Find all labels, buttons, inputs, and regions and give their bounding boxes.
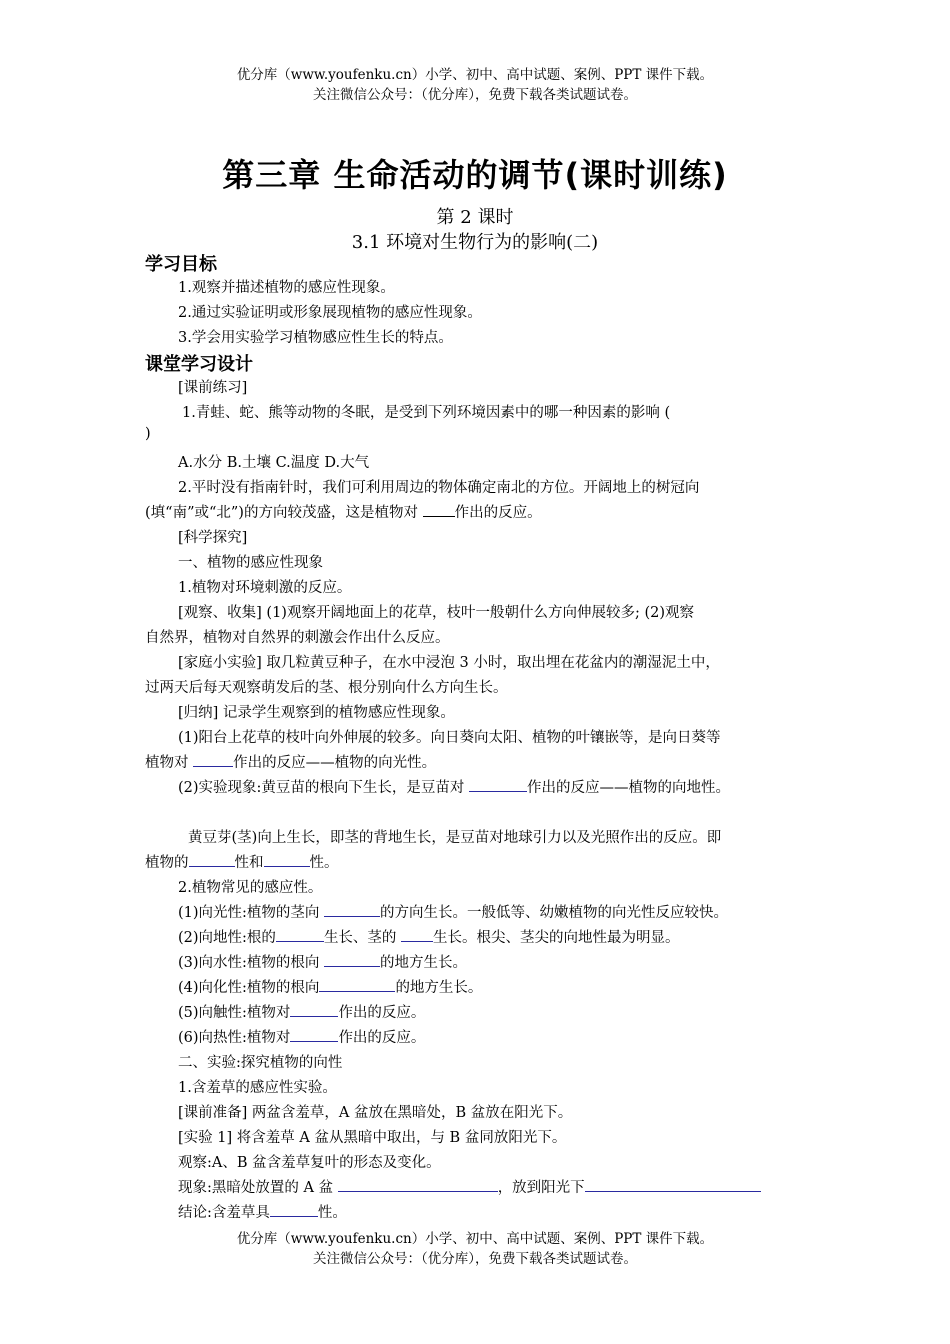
summary-label: [归纳] 记录学生观察到的植物感应性现象。 xyxy=(178,705,455,721)
pre-practice-label: [课前练习] xyxy=(178,380,248,396)
part-1-heading: 一、植物的感应性现象 xyxy=(178,555,323,571)
tropism-1: (1)向光性:植物的茎向 的方向生长。一般低等、幼嫩植物的向光性反应较快。 xyxy=(178,901,728,922)
answer-blank[interactable] xyxy=(276,927,324,942)
answer-blank[interactable] xyxy=(469,777,527,792)
answer-blank[interactable] xyxy=(189,852,235,867)
question-1: 1.青蛙、蛇、熊等动物的冬眠，是受到下列环境因素中的哪一种因素的影响 ( xyxy=(182,405,671,421)
answer-blank[interactable] xyxy=(319,977,395,992)
topic-title: 3.1 环境对生物行为的影响(二) xyxy=(351,232,599,253)
phenomenon-text: 现象:黑暗处放置的 A 盆 ，放到阳光下 xyxy=(178,1176,761,1197)
answer-blank[interactable] xyxy=(338,1177,498,1192)
chapter-title: 第三章 生命活动的调节(课时训练) xyxy=(222,156,728,194)
answer-blank[interactable] xyxy=(324,902,380,917)
tropism-6: (6)向热性:植物对 作出的反应。 xyxy=(178,1026,425,1047)
tropism-2: (2)向地性:根的 生长、茎的 生长。根尖、茎尖的向地性最为明显。 xyxy=(178,926,680,947)
home-experiment-line-1: [家庭小实验] 取几粒黄豆种子，在水中浸泡 3 小时，取出埋在花盆内的潮湿泥土中， xyxy=(178,655,720,671)
answer-blank[interactable] xyxy=(290,1002,338,1017)
summary-3-line-2: 植物的 性和 性。 xyxy=(145,851,339,872)
header-line-1: 优分库（www.youfenku.cn）小学、初中、高中试题、案例、PPT 课件下载。 xyxy=(236,67,714,83)
part-1-item-2: 2.植物常见的感应性。 xyxy=(178,880,323,896)
answer-blank[interactable] xyxy=(401,927,433,942)
answer-blank[interactable] xyxy=(270,1202,318,1217)
science-inquiry-label: [科学探究] xyxy=(178,530,248,546)
answer-blank[interactable] xyxy=(264,852,310,867)
tropism-4: (4)向化性:植物的根向 的地方生长。 xyxy=(178,976,482,997)
question-1-paren: ) xyxy=(145,426,151,442)
part-1-item-1: 1.植物对环境刺激的反应。 xyxy=(178,580,352,596)
objective-2: 2.通过实验证明或形象展现植物的感应性现象。 xyxy=(178,305,482,321)
summary-2: (2)实验现象:黄豆苗的根向下生长，是豆苗对 作出的反应——植物的向地性。 xyxy=(178,776,730,797)
summary-1-line-1: (1)阳台上花草的枝叶向外伸展的较多。向日葵向太阳、植物的叶镶嵌等，是向日葵等 xyxy=(178,730,721,746)
answer-blank[interactable] xyxy=(290,1027,338,1042)
answer-blank[interactable] xyxy=(193,752,233,767)
part-2-item-1: 1.含羞草的感应性实验。 xyxy=(178,1080,337,1096)
experiment-1-text: [实验 1] 将含羞草 A 盆从黑暗中取出，与 B 盆同放阳光下。 xyxy=(178,1130,567,1146)
preparation-text: [课前准备] 两盆含羞草，A 盆放在黑暗处，B 盆放在阳光下。 xyxy=(178,1105,573,1121)
conclusion-text: 结论:含羞草具 性。 xyxy=(178,1201,347,1222)
objective-3: 3.学会用实验学习植物感应性生长的特点。 xyxy=(178,330,453,346)
question-2-line-2: (填“南”或“北”)的方向较茂盛，这是植物对 作出的反应。 xyxy=(145,501,542,522)
home-experiment-line-2: 过两天后每天观察萌发后的茎、根分别向什么方向生长。 xyxy=(145,680,508,696)
footer-line-2: 关注微信公众号：（优分库），免费下载各类试题试卷。 xyxy=(313,1251,637,1267)
answer-blank[interactable] xyxy=(423,502,455,517)
footer-line-1: 优分库（www.youfenku.cn）小学、初中、高中试题、案例、PPT 课件下载。 xyxy=(236,1231,714,1247)
lesson-label: 第 2 课时 xyxy=(436,207,514,228)
objectives-heading: 学习目标 xyxy=(145,254,217,275)
answer-blank[interactable] xyxy=(585,1177,761,1192)
answer-blank[interactable] xyxy=(324,952,380,967)
question-1-options: A.水分 B.土壤 C.温度 D.大气 xyxy=(178,455,370,471)
tropism-5: (5)向触性:植物对 作出的反应。 xyxy=(178,1001,425,1022)
observation-text: 观察:A、B 盆含羞草复叶的形态及变化。 xyxy=(178,1155,441,1171)
header-line-2: 关注微信公众号：（优分库），免费下载各类试题试卷。 xyxy=(313,87,637,103)
tropism-3: (3)向水性:植物的根向 的地方生长。 xyxy=(178,951,467,972)
summary-3-line-1: 黄豆芽(茎)向上生长，即茎的背地生长，是豆苗对地球引力以及光照作出的反应。即 xyxy=(188,830,722,846)
question-2-line-1: 2.平时没有指南针时，我们可利用周边的物体确定南北的方位。开阔地上的树冠向 xyxy=(178,480,700,496)
observe-line-1: [观察、收集] (1)观察开阔地面上的花草，枝叶一般朝什么方向伸展较多; (2)观察 xyxy=(178,605,694,621)
summary-1-line-2: 植物对 作出的反应——植物的向光性。 xyxy=(145,751,436,772)
objective-1: 1.观察并描述植物的感应性现象。 xyxy=(178,280,395,296)
observe-line-2: 自然界，植物对自然界的刺激会作出什么反应。 xyxy=(145,630,450,646)
part-2-heading: 二、实验:探究植物的向性 xyxy=(178,1055,343,1071)
design-heading: 课堂学习设计 xyxy=(145,354,253,375)
